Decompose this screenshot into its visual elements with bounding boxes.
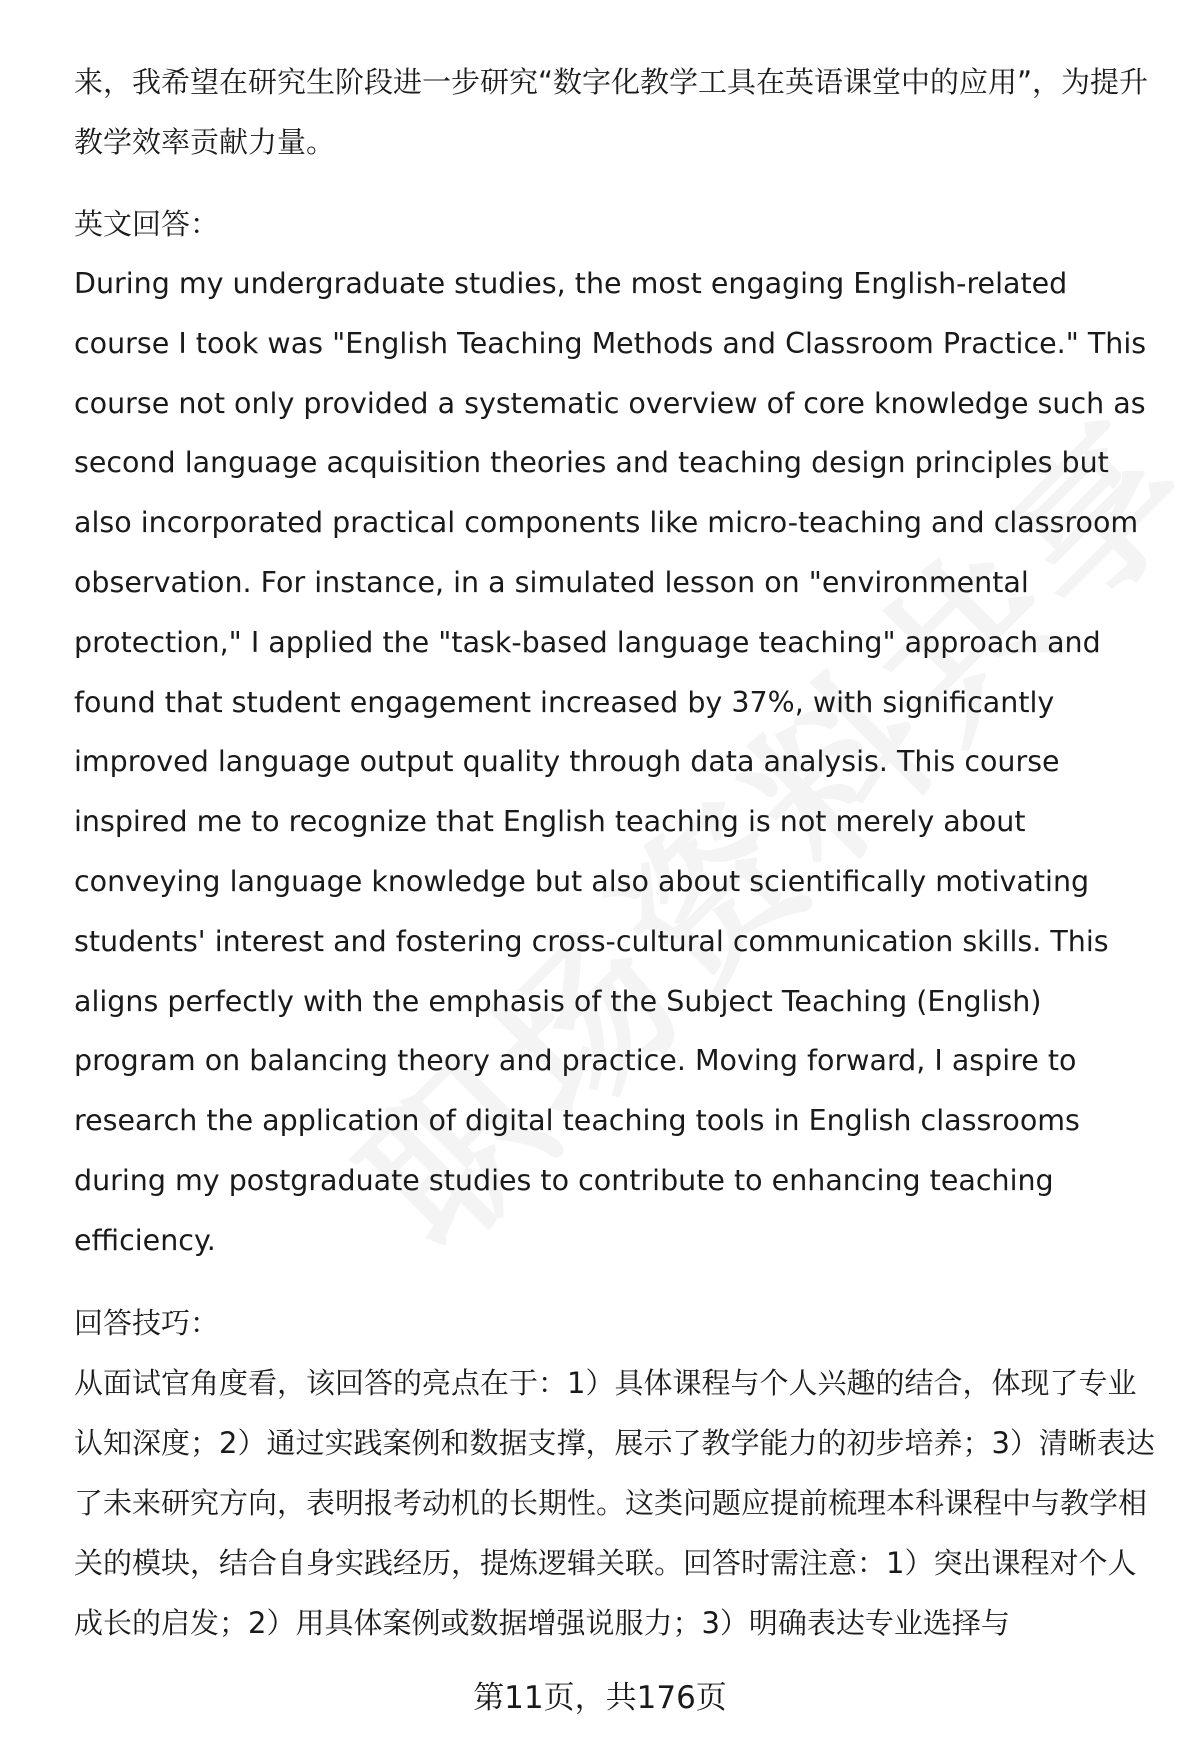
tips-paragraph: 从面试官角度看，该回答的亮点在于：1）具体课程与个人兴趣的结合，体现了专业认知深度；2）通过实践案例和数据支撑，展示了教学能力的初步培养；3）清晰表达了未来研究方向，表明报考动机的长期性。这类问题应提前梳理本科课程中与教学相关的模块，结合自身实践经历，提炼逻辑关联。回答时需注意：1）突出课程对个人成长的启发；2）用具体案例或数据增强说服力；3）明确表达专业选择与 xyxy=(74,1365,1155,1640)
tips-heading: 回答技巧： xyxy=(74,1305,220,1340)
intro-continuation-paragraph: 来，我希望在研究生阶段进一步研究“数字化教学工具在英语课堂中的应用”，为提升教学效率贡献力量。 xyxy=(74,65,1149,159)
english-answer-paragraph: During my undergraduate studies, the most engaging English-related course I took was "English Teaching Methods and Classroom Practice." This course not only provided a systematic overview of core knowledge such as second language acquisition theories and teaching design principles but also incorporated practical components like micro-teaching and classroom observation. For instance, in a simulated lesson on "environmental protection," I applied the "task-based language teaching" approach and found that student engagement increased by 37%, with significantly improved language output quality through data analysis. This course inspired me to recognize that English teaching is not merely about conveying language knowledge but also about scientifically motivating students' interest and fostering cross-cultural communication skills. This aligns perfectly with the emphasis of the Subject Teaching (English) program on balancing theory and practice. Moving forward, I aspire to research the application of digital teaching tools in English classrooms during my postgraduate studies to contribute to enhancing teaching efficiency. xyxy=(74,267,1147,1257)
english-answer-heading: 英文回答： xyxy=(74,207,220,241)
page-number-footer: 第11页，共176页 xyxy=(473,1680,727,1716)
document-page xyxy=(74,52,1156,1653)
